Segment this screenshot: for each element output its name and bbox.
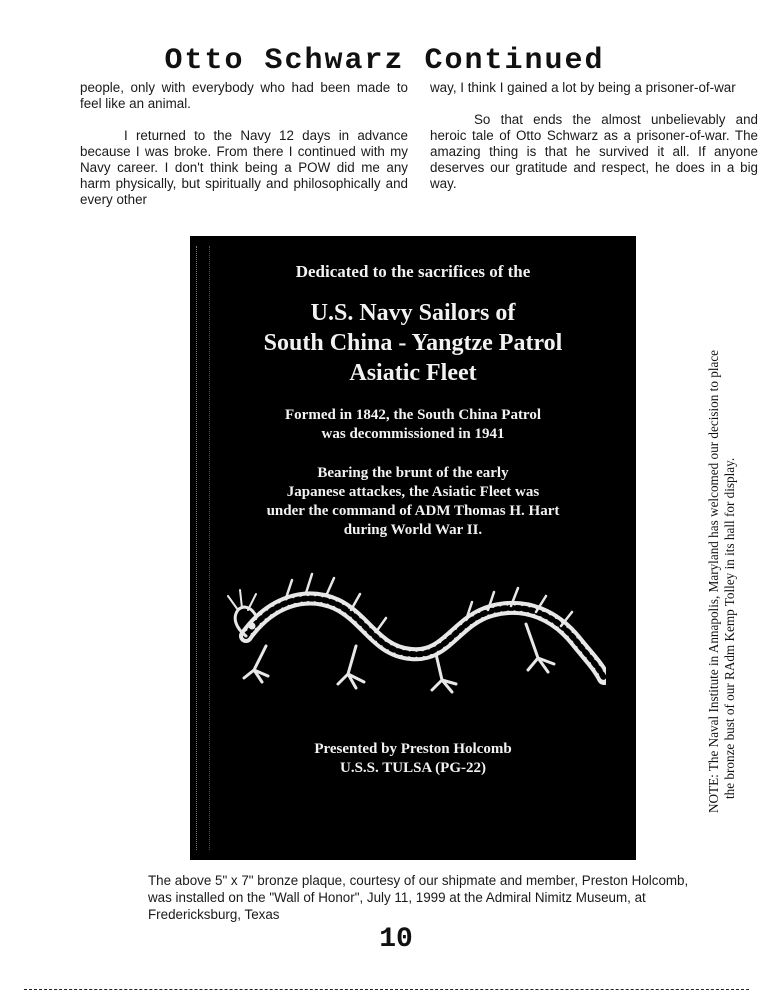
right-paragraph-1: way, I think I gained a lot by being a prisoner-of-war: [430, 80, 736, 95]
plaque-heading-line: Asiatic Fleet: [349, 360, 477, 386]
plaque-dedication: Dedicated to the sacrifices of the: [295, 262, 531, 281]
article-right-column: [430, 80, 758, 208]
dragon-engraving-icon: [226, 566, 606, 701]
plaque-text-line: U.S.S. TULSA (PG-22): [339, 760, 486, 776]
plaque-presented-by: [210, 740, 616, 778]
plaque-edge: [196, 246, 210, 850]
left-paragraph-1: people, only with everybody who had been made to feel like an animal.: [80, 80, 408, 111]
plaque-text-line: during World War II.: [343, 522, 483, 538]
side-note: [706, 283, 738, 813]
plaque-paragraph-formed: [210, 406, 616, 444]
plaque-heading-line: U.S. Navy Sailors of: [310, 300, 516, 326]
plaque-text-line: Presented by Preston Holcomb: [314, 741, 512, 757]
footer-divider: [24, 989, 749, 990]
side-note-line: NOTE: The Naval Institute in Annapolis, Maryland has welcomed our decision to place: [706, 349, 721, 813]
plaque-heading: [210, 298, 616, 388]
side-note-line: the bronze bust of our RAdm Kemp Tolley in its hall for display.: [722, 457, 737, 799]
plaque-text-line: under the command of ADM Thomas H. Hart: [266, 503, 560, 519]
plaque-text-line: was decommissioned in 1941: [321, 426, 505, 442]
article-left-column: [80, 80, 408, 224]
page-title: Otto Schwarz Continued: [164, 44, 605, 78]
plaque-heading-line: South China - Yangtze Patrol: [263, 330, 563, 356]
plaque-text-line: Formed in 1842, the South China Patrol: [285, 407, 541, 423]
left-paragraph-2: I returned to the Navy 12 days in advance because I was broke. From there I continued with my Navy career. I don't think being a POW did me any harm physically, but spiritually and philosophically and every other: [80, 128, 408, 207]
plaque-text-line: Japanese attackes, the Asiatic Fleet was: [286, 484, 540, 500]
bronze-plaque-photo: [190, 236, 636, 860]
plaque-paragraph-asiatic-fleet: [210, 464, 616, 540]
right-paragraph-2: So that ends the almost unbelievably and heroic tale of Otto Schwarz as a prisoner-of-war. The amazing thing is that he survived it all. If anyone deserves our gratitude and respect, he does in a big way.: [430, 112, 758, 191]
plaque-caption: The above 5" x 7" bronze plaque, courtesy of our shipmate and member, Preston Holcomb, was installed on the "Wall of Honor", July 11, 1999 at the Admiral Nimitz Museum, at Fredericksburg, Texas: [148, 873, 689, 922]
plaque-text-line: Bearing the brunt of the early: [317, 465, 509, 481]
page-number: 10: [379, 924, 413, 955]
